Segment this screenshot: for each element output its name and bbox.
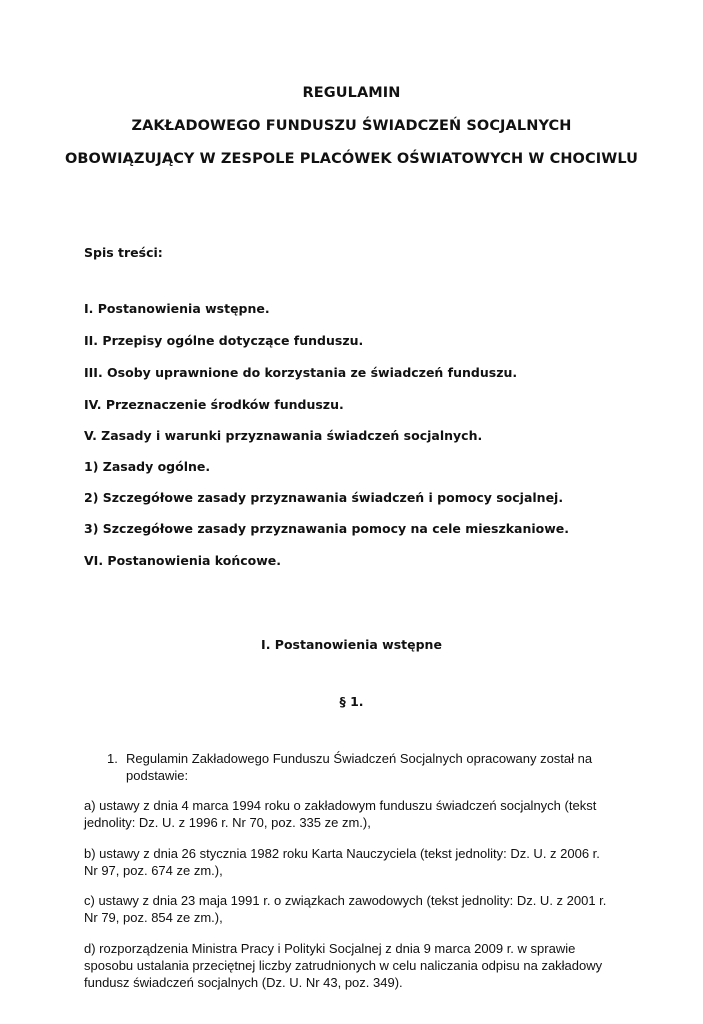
toc-item: III. Osoby uprawnione do korzystania ze świadczeń funduszu. (84, 365, 518, 380)
toc-item: VI. Postanowienia końcowe. (84, 553, 282, 568)
toc-item: IV. Przeznaczenie środków funduszu. (84, 397, 344, 412)
list-number: 1. (107, 751, 118, 766)
section-title: I. Postanowienia wstępne (261, 637, 442, 652)
toc-item: 3) Szczegółowe zasady przyznawania pomocy na cele mieszkaniowe. (84, 521, 570, 536)
legal-basis-point: c) ustawy z dnia 23 maja 1991 r. o związkach zawodowych (tekst jednolity: Dz. U. z 2001 r. Nr 79, poz. 854 ze zm.), (84, 893, 607, 925)
toc-item: 1) Zasady ogólne. (84, 459, 211, 474)
document-title: REGULAMIN (302, 85, 401, 101)
legal-basis-point: a) ustawy z dnia 4 marca 1994 roku o zakładowym funduszu świadczeń socjalnych (tekst jednolity: Dz. U. z 1996 r. Nr 70, poz. 335 ze zm.), (84, 798, 597, 830)
toc-item: 2) Szczegółowe zasady przyznawania świadczeń i pomocy socjalnej. (84, 490, 564, 505)
legal-basis-point: b) ustawy z dnia 26 stycznia 1982 roku Karta Nauczyciela (tekst jednolity: Dz. U. z 2006 r. Nr 97, poz. 674 ze zm.), (84, 846, 600, 878)
toc-item: I. Postanowienia wstępne. (84, 301, 270, 316)
toc-heading: Spis treści: (84, 245, 163, 260)
document-subtitle: ZAKŁADOWEGO FUNDUSZU ŚWIADCZEŃ SOCJALNYCH (131, 118, 572, 134)
toc-item: II. Przepisy ogólne dotyczące funduszu. (84, 333, 364, 348)
paragraph-sign: § 1. (339, 694, 364, 709)
legal-basis-point: d) rozporządzenia Ministra Pracy i Polityki Socjalnej z dnia 9 marca 2009 r. w sprawie sposobu ustalania przeciętnej liczby zatrudnionych w celu naliczania odpisu na zakładowy fundusz świadczeń socjalnych (Dz. U. Nr 43, poz. 349). (84, 941, 603, 990)
toc-item: V. Zasady i warunki przyznawania świadczeń socjalnych. (84, 428, 483, 443)
list-item-text: Regulamin Zakładowego Funduszu Świadczeń Socjalnych opracowany został na podstawie: (126, 751, 593, 783)
document-subtitle-institution: OBOWIĄZUJĄCY W ZESPOLE PLACÓWEK OŚWIATOWYCH W CHOCIWLU (64, 151, 639, 167)
